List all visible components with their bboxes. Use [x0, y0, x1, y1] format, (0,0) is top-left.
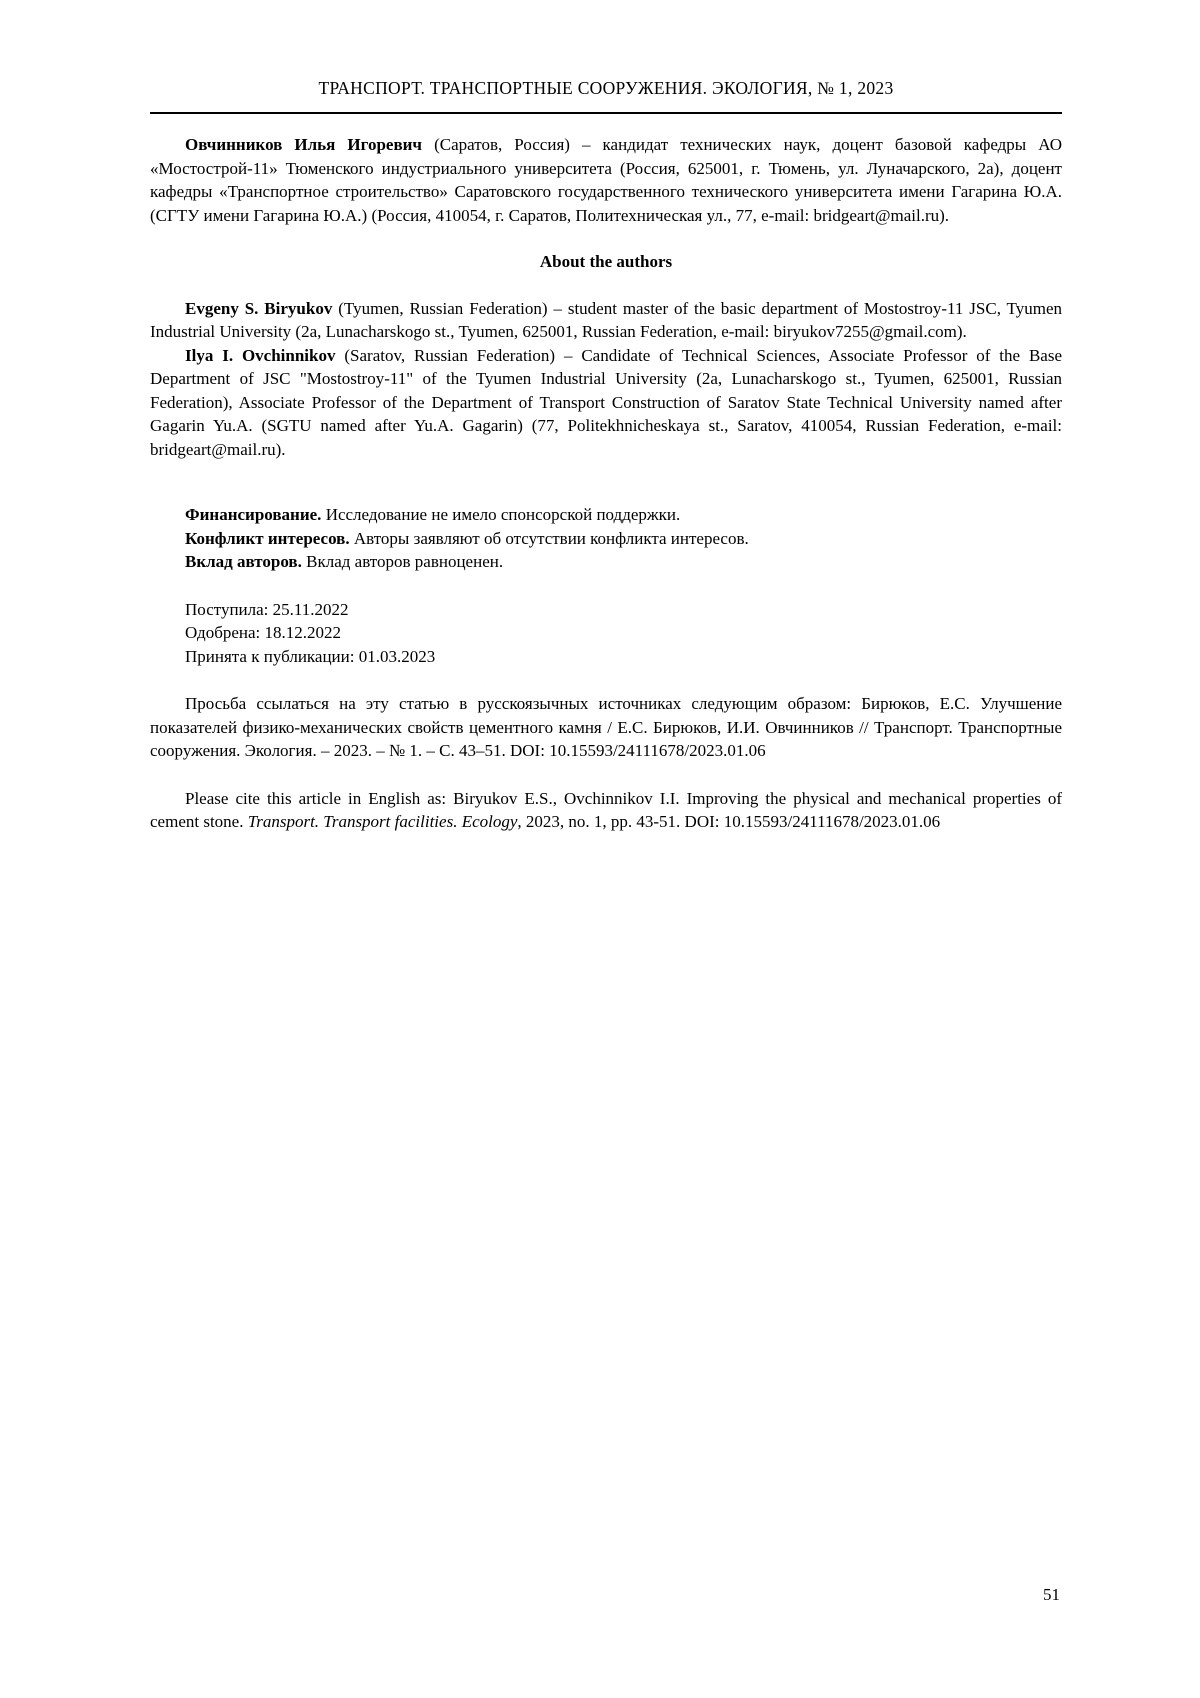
date-approved: Одобрена: 18.12.2022: [185, 623, 342, 642]
spacer: [150, 668, 1062, 692]
author-bio-ovchinnikov-en: [150, 344, 1062, 462]
funding-text: Исследование не имело спонсорской поддержки.: [321, 505, 681, 524]
journal-title: ТРАНСПОРТ. ТРАНСПОРТНЫЕ СООРУЖЕНИЯ. ЭКОЛОГИЯ, № 1, 2023: [318, 78, 894, 98]
spacer: [150, 574, 1062, 598]
citation-english-journal: Transport. Transport facilities. Ecology: [247, 812, 518, 831]
author-bio-ru-text: (Саратов, Россия) – кандидат технических наук, доцент базовой кафедры АО «Мостострой-11» Тюменского индустриального университета (Россия, 625001, г. Тюмень, ул. Луначарского, 2а), доцент кафедры «Транспортное строительство» Саратовского государственного технического университета имени Гагарина Ю.А. (СГТУ имени Гагарина Ю.А.) (Россия, 410054, г. Саратов, Политехническая ул., 77, e-mail: bridgeart@mail.ru).: [150, 135, 1062, 225]
spacer: [150, 461, 1062, 503]
conflict-label: Конфликт интересов.: [185, 528, 350, 548]
contribution-label: Вклад авторов.: [185, 552, 302, 571]
conflict-text: Авторы заявляют об отсутствии конфликта интересов.: [349, 528, 749, 548]
author-bio-ovchinnikov-text: (Saratov, Russian Federation) – Candidate of Technical Sciences, Associate Professor of the Base Department of JSC "Mostostroy-11" of the Tyumen Industrial University (2a, Lunacharskogo st., Tyumen, 625001, Russian Federation), Associate Professor of the Department of Transport Construction of Saratov State Technical University named after Gagarin Yu.A. (SGTU named after Yu.A. Gagarin) (77, Politekhnicheskaya st., Saratov, 410054, Russian Federation, e-mail: bridgeart@mail.ru).: [150, 345, 1062, 459]
conflict-statement: [150, 527, 1062, 551]
funding-statement: [150, 503, 1062, 527]
about-authors-heading: About the authors: [539, 252, 673, 271]
author-name-ovchinnikov: Ilya I. Ovchinnikov: [185, 345, 336, 365]
contribution-text: Вклад авторов равноценен.: [301, 552, 504, 571]
citation-english: [150, 787, 1062, 834]
author-name-biryukov: Evgeny S. Biryukov: [185, 298, 333, 318]
date-received: Поступила: 25.11.2022: [185, 599, 349, 619]
citation-russian: Просьба ссылаться на эту статью в русскоязычных источниках следующим образом: Бирюков, Е.С. Улучшение показателей физико-механических свойств цементного камня / Е.С. Бирюков, И.И. Овчинников // Транспорт. Транспортные сооружения. Экология. – 2023. – № 1. – С. 43–51. DOI: 10.15593/24111678/2023.01.06: [150, 694, 1062, 760]
author-name-ru: Овчинников Илья Игоревич: [185, 135, 423, 154]
page-number: 51: [1043, 1585, 1060, 1604]
journal-header: [150, 0, 1062, 114]
contribution-statement: [150, 550, 1062, 574]
author-bio-biryukov-en: [150, 297, 1062, 344]
date-accepted: Принята к публикации: 01.03.2023: [185, 646, 436, 666]
funding-label: Финансирование.: [185, 505, 322, 524]
citation-english-prefix: Please cite this article in English as: Biryukov E.S., Ovchinnikov I.I. Improving the physical and mechanical properties of cement stone.: [150, 788, 1062, 831]
author-bio-biryukov-text: (Tyumen, Russian Federation) – student master of the basic department of Mostostroy-11 JSC, Tyumen Industrial University (2a, Lunacharskogo st., Tyumen, 625001, Russian Federation, e-mail: biryukov7255@gmail.com).: [150, 298, 1062, 341]
citation-english-suffix: , 2023, no. 1, pp. 43-51. DOI: 10.15593/24111678/2023.01.06: [517, 812, 941, 831]
author-bio-russian: [150, 133, 1062, 227]
page-content: [150, 114, 1062, 834]
spacer: [150, 763, 1062, 787]
